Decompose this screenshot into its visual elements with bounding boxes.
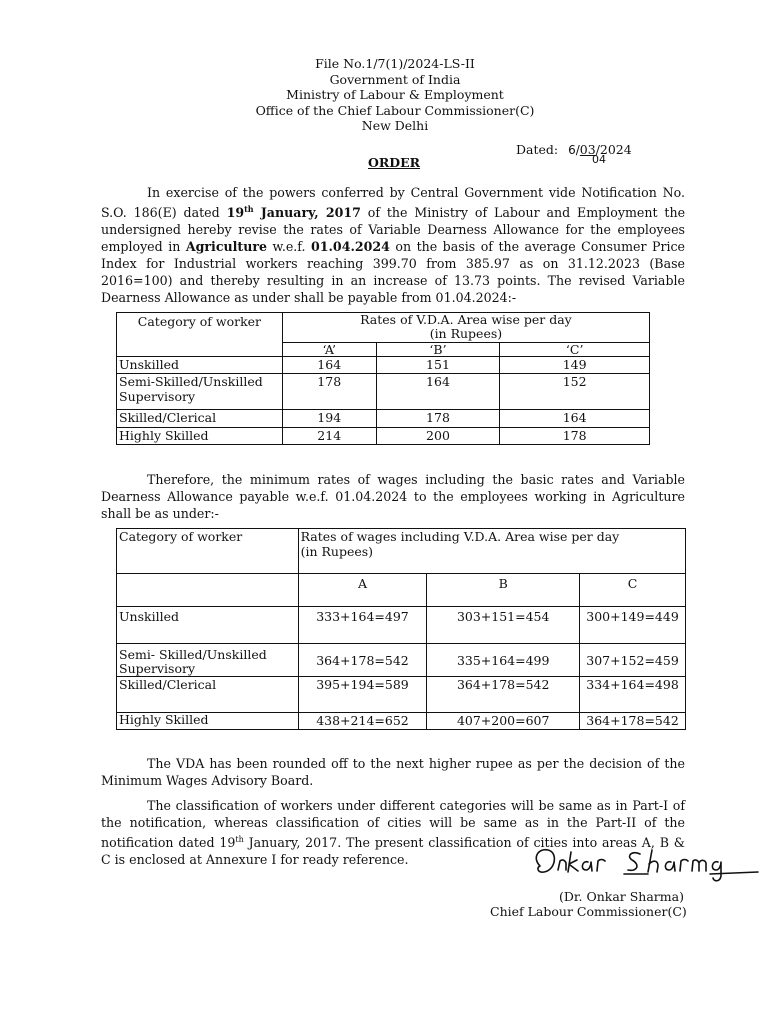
para4-suffix: th [235,835,244,844]
table1-area-c-header: ‘C’ [500,343,650,357]
table2-value-cell: 300+149=449 [580,607,686,644]
table1-value-cell: 200 [376,428,500,445]
table2-category-cell: Unskilled [117,607,299,644]
date-handwritten-day: 6/ [568,143,580,157]
signatory-designation: Chief Labour Commissioner(C) [490,904,687,919]
table1-group-header: Rates of V.D.A. Area wise per day (in Rupees) [282,313,649,343]
table2-value-cell: 407+200=607 [427,713,580,730]
table2-category-header: Category of worker [117,529,299,574]
city-line: New Delhi [361,118,429,133]
table2-value-cell: 364+178=542 [298,644,427,677]
notification-date-rest: January, 2017 [253,205,361,221]
table2-area-a-header: A [298,574,427,607]
table-row [117,677,686,713]
table2-area-c-header: C [580,574,686,607]
table1-value-cell: 194 [282,410,376,428]
table1-value-cell: 164 [282,357,376,374]
table1-category-header: Category of worker [117,313,283,357]
table-row [117,644,686,677]
table2-value-cell: 438+214=652 [298,713,427,730]
government-line: Government of India [329,71,461,87]
table1-value-cell: 178 [376,410,500,428]
order-paragraph [101,184,685,306]
table-row [117,713,686,730]
table1-category-cell: Skilled/Clerical [117,410,283,428]
table2-value-cell: 364+178=542 [427,677,580,713]
table1-value-cell: 151 [376,357,500,374]
para1-text: In exercise of the powers conferred by Central Government vide Notification No. S.O. 186(E) dated [101,185,685,221]
wages-intro-paragraph: Therefore, the minimum rates of wages including the basic rates and Variable Dearness Allowance payable w.e.f. 01.04.2024 to the employees working in Agriculture shall be as under:- [101,472,685,521]
table2-group-header: Rates of wages including V.D.A. Area wise per day (in Rupees) [298,529,685,574]
date-year: /2024 [595,142,632,157]
notification-date-day: 19 [226,205,245,221]
table1-value-cell: 149 [500,357,650,374]
order-title: ORDER [368,155,421,170]
table2-category-cell: Semi- Skilled/Unskilled Supervisory [117,644,299,677]
table2-value-cell: 307+152=459 [580,644,686,677]
table2-value-cell: 395+194=589 [298,677,427,713]
para1-text-2: of the Ministry of Labour and Employment the undersigned hereby revise the rates of Variable Dearness Allowance for the employees employed in [101,205,686,255]
handwritten-signature [530,844,760,888]
table1-value-cell: 178 [282,374,376,410]
minimum-wages-table [116,528,686,730]
table1-value-cell: 164 [500,410,650,428]
para1-text-4: on the basis of the average Consumer Price Index for Industrial workers reaching 399.70 from 385.97 as on 31.12.2023 (Base 2016=100) and thereby resulting in an increase of 13.73 points. The revised Variable Dearness Allowance as under shall be payable from 01.04.2024:- [101,239,686,306]
table1-category-cell: Highly Skilled [117,428,283,445]
sector-name: Agriculture [185,239,268,255]
date-handwritten-correction: 04 [592,153,606,166]
para1-text-3: w.e.f. [267,239,312,255]
table2-category-cell: Skilled/Clerical [117,677,299,713]
table-row [117,374,650,410]
office-line: Office of the Chief Labour Commissioner(C) [255,102,535,118]
table1-category-cell: Unskilled [117,357,283,374]
date-month: 03 [579,142,596,157]
date-label: Dated: [516,142,559,157]
para4-text: The classification of workers under different categories will be same as in Part-I of the notification, whereas classification of cities will be same as in the Part-II of the notification dated 19 [101,798,685,851]
table2-value-cell: 335+164=499 [427,644,580,677]
table2-value-cell: 364+178=542 [580,713,686,730]
table2-category-cell: Highly Skilled [117,713,299,730]
vda-rates-table [116,312,650,445]
table-row [117,410,650,428]
date-line [516,142,632,166]
effective-date: 01.04.2024 [311,239,390,255]
table2-area-b-header: B [427,574,580,607]
table1-value-cell: 178 [500,428,650,445]
ministry-line: Ministry of Labour & Employment [286,87,504,102]
signatory-name: (Dr. Onkar Sharma) [559,889,684,904]
document-header [230,56,560,134]
file-number: File No.1/7(1)/2024-LS-II [315,56,475,71]
table1-area-a-header: ‘A’ [282,343,376,357]
table1-value-cell: 152 [500,374,650,410]
notification-date-suffix: th [244,204,254,214]
table1-value-cell: 164 [376,374,500,410]
table1-value-cell: 214 [282,428,376,445]
rounding-note-paragraph: The VDA has been rounded off to the next higher rupee as per the decision of the Minimum Wages Advisory Board. [101,756,685,788]
table-row [117,428,650,445]
table1-category-cell: Semi-Skilled/Unskilled Supervisory [117,374,283,410]
table2-value-cell: 333+164=497 [298,607,427,644]
para4-text-2: January, 2017. The present classification of cities into areas A, B & C is enclosed at Annexure I for ready reference. [101,835,685,868]
table-row [117,357,650,374]
table1-area-b-header: ‘B’ [376,343,500,357]
table-row [117,607,686,644]
table2-empty-cell [117,574,299,607]
table2-value-cell: 334+164=498 [580,677,686,713]
table2-value-cell: 303+151=454 [427,607,580,644]
